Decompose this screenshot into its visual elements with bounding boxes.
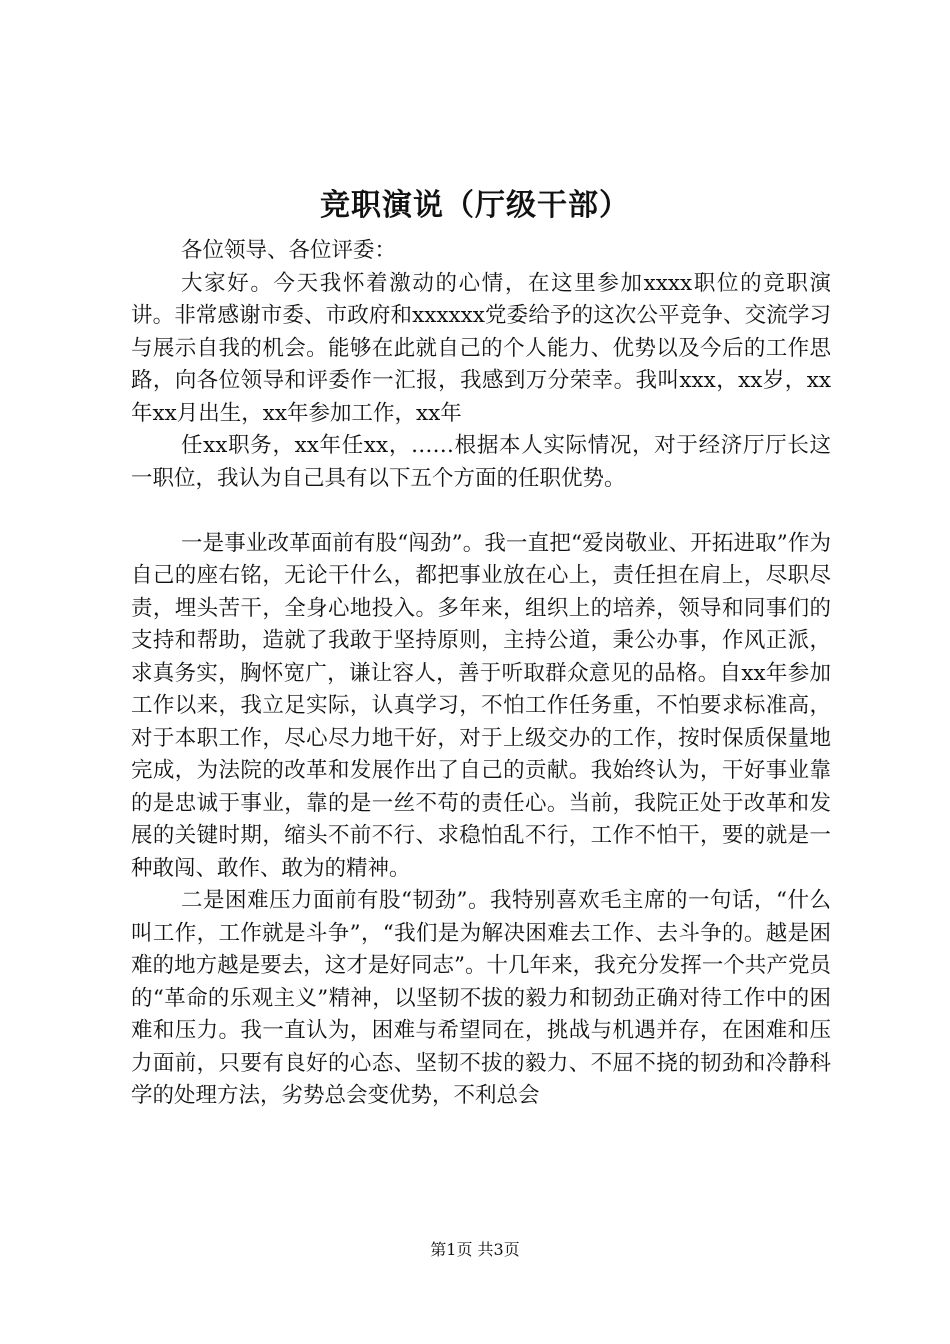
paragraph-greeting: 大家好。今天我怀着激动的心情，在这里参加xxxx职位的竞职演讲。非常感谢市委、市政府和xxxxxx党委给予的这次公平竞争、交流学习与展示自我的机会。能够在此就自己的个人能力、优势以及今后的工作思路，向各位领导和评委作一汇报，我感到万分荣幸。我叫xxx，xx岁，xx年xx月出生，xx年参加工作，xx年 (131, 270, 831, 426)
salutation: 各位领导、各位评委： (181, 238, 397, 263)
paragraph-advantage-one: 一是事业改革面前有股“闯劲”。我一直把“爱岗敬业、开拓进取”作为自己的座右铭，无论干什么，都把事业放在心上，责任担在肩上，尽职尽责，埋头苦干，全身心地投入。多年来，组织上的培养，领导和同事们的支持和帮助，造就了我敢于坚持原则，主持公道，秉公办事，作风正派，求真务实，胸怀宽广，谦让容人，善于听取群众意见的品格。自xx年参加工作以来，我立足实际，认真学习，不怕工作任务重，不怕要求标准高，对于本职工作，尽心尽力地干好，对于上级交办的工作，按时保质保量地完成，为法院的改革和发展作出了自己的贡献。我始终认为，干好事业靠的是忠诚于事业，靠的是一丝不苟的责任心。当前，我院正处于改革和发展的关键时期，缩头不前不行、求稳怕乱不行，工作不怕干，要的就是一种敢闯、敢作、敢为的精神。 (131, 530, 831, 881)
paragraph-advantage-two: 二是困难压力面前有股“韧劲”。我特别喜欢毛主席的一句话，“什么叫工作，工作就是斗争”，“我们是为解决困难去工作、去斗争的。越是困难的地方越是要去，这才是好同志”。十几年来，我充分发挥一个共产党员的“革命的乐观主义”精神，以坚韧不拔的毅力和韧劲正确对待工作中的困难和压力。我一直认为，困难与希望同在，挑战与机遇并存，在困难和压力面前，只要有良好的心态、坚韧不拔的毅力、不屈不挠的韧劲和冷静科学的处理方法，劣势总会变优势，不利总会 (131, 888, 831, 1108)
paragraph-spacer (131, 495, 831, 528)
page-number-footer: 第1页 共3页 (430, 1240, 520, 1259)
document-title: 竞职演说（厅级干部） (320, 188, 630, 223)
paragraph-advantages-intro: 任xx职务，xx年任xx，……根据本人实际情况，对于经济厅厅长这一职位，我认为自己具有以下五个方面的任职优势。 (131, 433, 831, 491)
document-body (131, 235, 831, 1113)
